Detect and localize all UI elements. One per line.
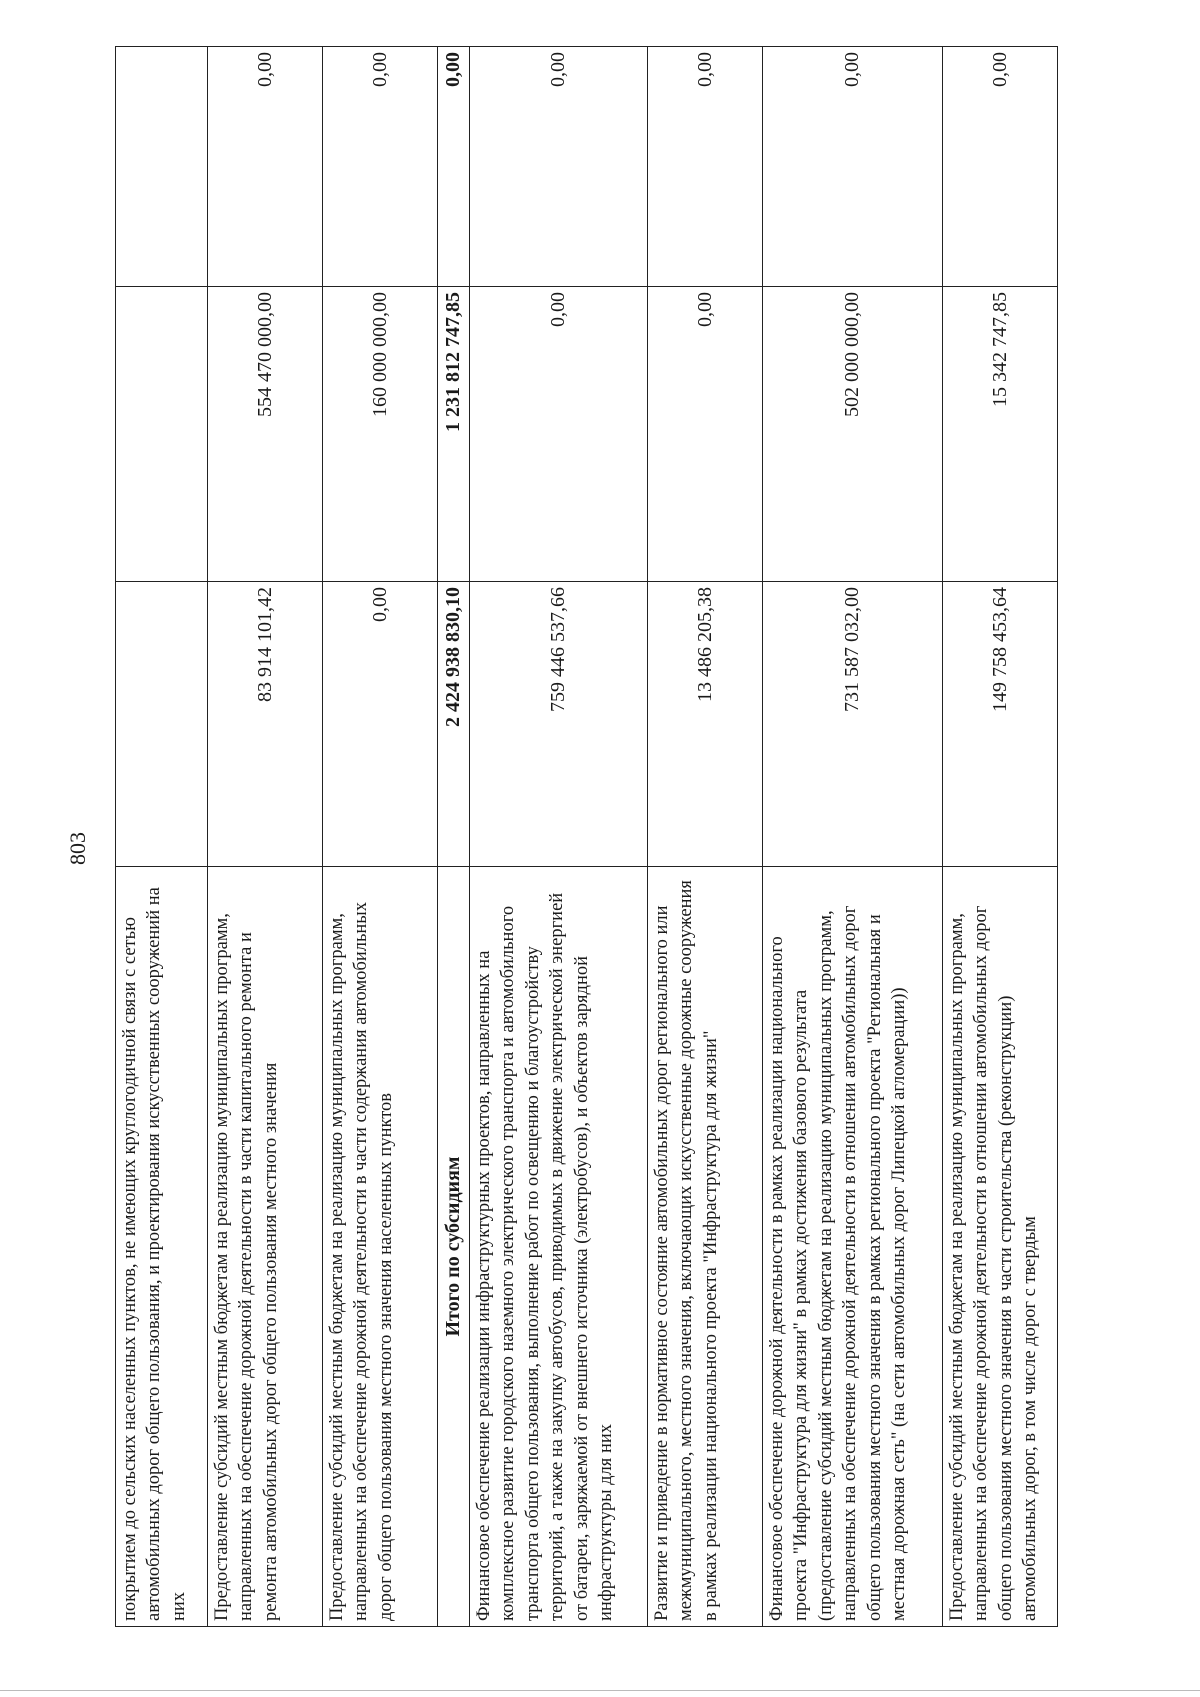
row-description: Финансовое обеспечение дорожной деятельности в рамках реализации национального проекта "Инфраструктура для жизни" в рамках достижения базового результата (предоставление субсидий местным бюджетам на реализацию муниципальных программ, направленных на обеспечение дорожной деятельности в отношении автомобильных дорог общего пользования местного значения в рамках регионального проекта "Региональная и местная дорожная сеть" (на сети автомобильных дорог Липецкой агломерации)) [763, 867, 943, 1627]
scan-edge-line [0, 1690, 1200, 1691]
value-cell: 0,00 [648, 47, 763, 287]
value-cell: 502 000 000,00 [763, 287, 943, 582]
total-row [438, 47, 470, 1627]
table-row [208, 47, 323, 1627]
table-row [323, 47, 438, 1627]
value-cell: 13 486 205,38 [648, 582, 763, 867]
value-cell: 0,00 [470, 287, 648, 582]
value-cell: 149 758 453,64 [943, 582, 1058, 867]
value-cell: 554 470 000,00 [208, 287, 323, 582]
total-value: 1 231 812 747,85 [438, 287, 470, 582]
table-row [470, 47, 648, 1627]
row-description: Предоставление субсидий местным бюджетам на реализацию муниципальных программ, направленных на обеспечение дорожной деятельности в части капитального ремонта и ремонта автомобильных дорог общего пользования местного значения [208, 867, 323, 1627]
total-value: 0,00 [438, 47, 470, 287]
value-cell: 759 446 537,66 [470, 582, 648, 867]
value-cell: 0,00 [648, 287, 763, 582]
row-description: Предоставление субсидий местным бюджетам на реализацию муниципальных программ, направленных на обеспечение дорожной деятельности в части содержания автомобильных дорог общего пользования местного значения населенных пунктов [323, 867, 438, 1627]
table-row [763, 47, 943, 1627]
budget-table [115, 46, 1058, 1627]
value-cell: 160 000 000,00 [323, 287, 438, 582]
page-number: 803 [65, 832, 90, 865]
row-description: покрытием до сельских населенных пунктов, не имеющих круглогодичной связи с сетью автомобильных дорог общего пользования, и проектирования искусственных сооружений на них [116, 867, 208, 1627]
total-label: Итого по субсидиям [438, 867, 470, 1627]
value-cell: 0,00 [763, 47, 943, 287]
value-cell: 0,00 [943, 47, 1058, 287]
value-cell [116, 582, 208, 867]
table-row [943, 47, 1058, 1627]
total-value: 2 424 938 830,10 [438, 582, 470, 867]
table-row [648, 47, 763, 1627]
value-cell: 0,00 [323, 582, 438, 867]
value-cell: 15 342 747,85 [943, 287, 1058, 582]
value-cell [116, 47, 208, 287]
value-cell: 83 914 101,42 [208, 582, 323, 867]
row-description: Финансовое обеспечение реализации инфраструктурных проектов, направленных на комплексное развитие городского наземного электрического транспорта и автомобильного транспорта общего пользования, выполнение работ по освещению и благоустройству территорий, а также на закупку автобусов, приводимых в движение электрической энергией от батареи, заряжаемой от внешнего источника (электробусов), и объектов зарядной инфраструктуры для них [470, 867, 648, 1627]
value-cell: 731 587 032,00 [763, 582, 943, 867]
row-description: Предоставление субсидий местным бюджетам на реализацию муниципальных программ, направленных на обеспечение дорожной деятельности в отношении автомобильных дорог общего пользования местного значения в части строительства (реконструкции) автомобильных дорог, в том числе дорог с твердым [943, 867, 1058, 1627]
value-cell [116, 287, 208, 582]
row-description: Развитие и приведение в нормативное состояние автомобильных дорог регионального или межмуниципального, местного значения, включающих искусственные дорожные сооружения в рамках реализации национального проекта "Инфраструктура для жизни" [648, 867, 763, 1627]
value-cell: 0,00 [323, 47, 438, 287]
value-cell: 0,00 [208, 47, 323, 287]
table-row [116, 47, 208, 1627]
value-cell: 0,00 [470, 47, 648, 287]
